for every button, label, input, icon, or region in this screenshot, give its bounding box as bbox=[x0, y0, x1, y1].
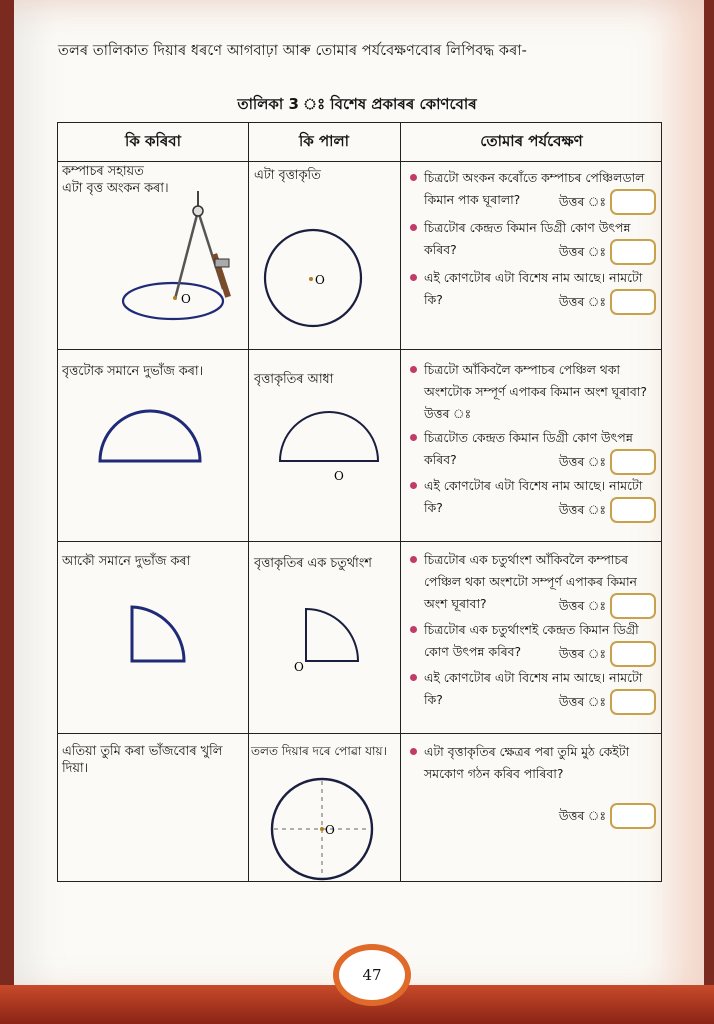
question-item bbox=[408, 427, 656, 471]
answer-row bbox=[559, 689, 656, 715]
answer-row bbox=[559, 449, 656, 475]
answer-label: উত্তৰ ঃ bbox=[558, 294, 606, 309]
answer-label: উত্তৰ ঃ bbox=[558, 694, 606, 709]
row1-found: এটা বৃত্তাকৃতি bbox=[254, 168, 321, 183]
full-circle-figure bbox=[258, 223, 368, 333]
row2-do-line: বৃত্তটোক সমানে দুভাঁজ কৰা। bbox=[62, 364, 204, 379]
question-item bbox=[408, 741, 656, 785]
pencil-clamp bbox=[215, 259, 229, 267]
centre-point bbox=[309, 277, 313, 281]
bullet-icon bbox=[410, 748, 417, 755]
answer-row bbox=[559, 289, 656, 315]
bullet-icon bbox=[410, 674, 417, 681]
drawn-circle bbox=[123, 283, 223, 319]
answer-label: উত্তৰ ঃ bbox=[558, 194, 606, 209]
question-text: চিত্ৰটোত কেন্দ্ৰত কিমান ডিগ্ৰী কোণ উৎপন্ন কৰিব? bbox=[424, 430, 633, 467]
question-item bbox=[408, 217, 656, 261]
question-item bbox=[408, 475, 656, 519]
quarter-circle-outline bbox=[306, 609, 358, 661]
row-divider bbox=[58, 349, 661, 350]
row1-do-line: কম্পাচৰ সহায়ত bbox=[62, 164, 144, 179]
question-item bbox=[408, 667, 656, 711]
centre-label: O bbox=[315, 273, 325, 287]
answer-label: উত্তৰ ঃ bbox=[558, 646, 606, 661]
question-item bbox=[408, 359, 656, 425]
folded-circle-figure bbox=[266, 773, 378, 881]
column-divider bbox=[248, 123, 249, 881]
page-number-badge bbox=[333, 944, 411, 1006]
question-item bbox=[408, 619, 656, 663]
question-text: চিত্ৰটোৰ এক চতুৰ্থাংশই কেন্দ্ৰত কিমান ডিগ্ৰী কোণ উৎপন্ন কৰিব? bbox=[424, 622, 639, 659]
question-text: চিত্ৰটোৰ কেন্দ্ৰত কিমান ডিগ্ৰী কোণ উৎপন্ন কৰিব? bbox=[424, 220, 631, 257]
answer-label: উত্তৰ ঃ bbox=[558, 598, 606, 613]
answer-box[interactable] bbox=[610, 449, 656, 475]
question-text: এটা বৃত্তাকৃতিৰ ক্ষেত্ৰৰ পৰা তুমি মুঠ কেইটা সমকোণ গঠন কৰিব পাৰিবা? bbox=[424, 744, 630, 781]
row4-do-line: দিয়া। bbox=[62, 761, 89, 776]
observation-table bbox=[57, 122, 662, 882]
compass-drawing-figure bbox=[118, 171, 248, 321]
row4-do-line: এতিয়া তুমি কৰা ভাঁজবোৰ খুলি bbox=[62, 744, 223, 759]
question-text: এই কোণটোৰ এটা বিশেষ নাম আছে। নামটো কি? bbox=[424, 670, 643, 707]
answer-row bbox=[559, 641, 656, 667]
bullet-icon bbox=[410, 366, 417, 373]
row3-do bbox=[62, 553, 244, 570]
row4-observations bbox=[408, 741, 656, 829]
bullet-icon bbox=[410, 224, 417, 231]
row-divider bbox=[58, 733, 661, 734]
bullet-icon bbox=[410, 174, 417, 181]
answer-row bbox=[559, 189, 656, 215]
answer-box[interactable] bbox=[610, 189, 656, 215]
question-text: চিত্ৰটোৰ এক চতুৰ্থাংশ আঁকিবলৈ কম্পাচৰ পেঞ্চিল থকা অংশটো সম্পূৰ্ণ এপাকৰ কিমান অংশ ঘূৰাবা? bbox=[424, 552, 637, 611]
bullet-icon bbox=[410, 556, 417, 563]
quarter-circle-outline bbox=[132, 607, 184, 661]
row2-do bbox=[62, 363, 244, 380]
answer-label: উত্তৰ ঃ bbox=[558, 808, 606, 823]
row4-do bbox=[62, 743, 244, 777]
answer-box[interactable] bbox=[610, 289, 656, 315]
header-what-found: কি পালা bbox=[298, 131, 350, 150]
centre-label: O bbox=[325, 823, 335, 837]
row1-do-line: এটা বৃত্ত অংকন কৰা। bbox=[62, 181, 169, 196]
question-text: চিত্ৰটো আঁকিবলৈ কম্পাচৰ পেঞ্চিল থকা অংশটোক সম্পূৰ্ণ এপাকৰ কিমান অংশ ঘূৰাবা? bbox=[424, 362, 647, 399]
answer-label: উত্তৰ ঃ bbox=[558, 454, 606, 469]
bullet-icon bbox=[410, 482, 417, 489]
row2-found: বৃত্তাকৃতিৰ আধা bbox=[254, 372, 334, 387]
answer-label: উত্তৰ ঃ bbox=[558, 244, 606, 259]
centre-label: O bbox=[294, 660, 304, 673]
quarter-circle-figure-b bbox=[290, 601, 370, 673]
question-item bbox=[408, 267, 656, 311]
circle-outline bbox=[265, 230, 361, 326]
column-divider bbox=[400, 123, 401, 881]
row-divider bbox=[58, 161, 661, 162]
question-item bbox=[408, 549, 656, 615]
answer-row bbox=[559, 593, 656, 619]
answer-row bbox=[408, 803, 656, 829]
row-divider bbox=[58, 541, 661, 542]
header-what-to-do: কি কৰিবা bbox=[125, 131, 181, 150]
answer-box[interactable] bbox=[610, 689, 656, 715]
centre-label: O bbox=[334, 469, 344, 483]
bullet-icon bbox=[410, 434, 417, 441]
row2-observations bbox=[408, 359, 656, 523]
semicircle-outline bbox=[280, 412, 378, 461]
answer-box[interactable] bbox=[610, 803, 656, 829]
row3-found: বৃত্তাকৃতিৰ এক চতুৰ্থাংশ bbox=[254, 556, 372, 571]
answer-label: উত্তৰ ঃ bbox=[424, 406, 472, 421]
answer-box[interactable] bbox=[610, 593, 656, 619]
answer-label: উত্তৰ ঃ bbox=[558, 502, 606, 517]
table-title: তালিকা 3 ঃ বিশেষ প্ৰকাৰৰ কোণবোৰ bbox=[237, 95, 477, 113]
answer-row bbox=[559, 497, 656, 523]
row1-observations bbox=[408, 167, 656, 315]
bullet-icon bbox=[410, 626, 417, 633]
page-number: 47 bbox=[362, 966, 382, 984]
question-item bbox=[408, 167, 656, 211]
semicircle-figure-b bbox=[274, 405, 386, 485]
centre-label: O bbox=[181, 292, 191, 306]
question-text: এই কোণটোৰ এটা বিশেষ নাম আছে। নামটো কি? bbox=[424, 270, 643, 307]
header-observation: তোমাৰ পৰ্যবেক্ষণ bbox=[480, 131, 583, 150]
row3-observations bbox=[408, 549, 656, 715]
row4-found: তলত দিয়াৰ দৰে পোৱা যায়। bbox=[251, 744, 387, 758]
answer-box[interactable] bbox=[610, 239, 656, 265]
question-text: চিত্ৰটো অংকন কৰোঁতে কম্পাচৰ পেঞ্চিলডাল কিমান পাক ঘূৰালা? bbox=[424, 170, 645, 207]
question-text: এই কোণটোৰ এটা বিশেষ নাম আছে। নামটো কি? bbox=[424, 478, 643, 515]
bullet-icon bbox=[410, 274, 417, 281]
semicircle-outline bbox=[100, 411, 200, 461]
centre-point bbox=[173, 296, 177, 300]
answer-box[interactable] bbox=[610, 641, 656, 667]
compass-hinge bbox=[193, 206, 203, 216]
semicircle-figure-a bbox=[94, 401, 206, 471]
answer-box[interactable] bbox=[610, 497, 656, 523]
answer-row bbox=[559, 239, 656, 265]
centre-point bbox=[320, 827, 324, 831]
row3-do-line: আকৌ সমানে দুভাঁজ কৰা bbox=[62, 554, 191, 569]
quarter-circle-figure-a bbox=[128, 601, 188, 667]
instruction-text: তলৰ তালিকাত দিয়াৰ ধৰণে আগবাঢ়া আৰু তোমাৰ পৰ্যবেক্ষণবোৰ লিপিবদ্ধ কৰা- bbox=[58, 43, 527, 59]
